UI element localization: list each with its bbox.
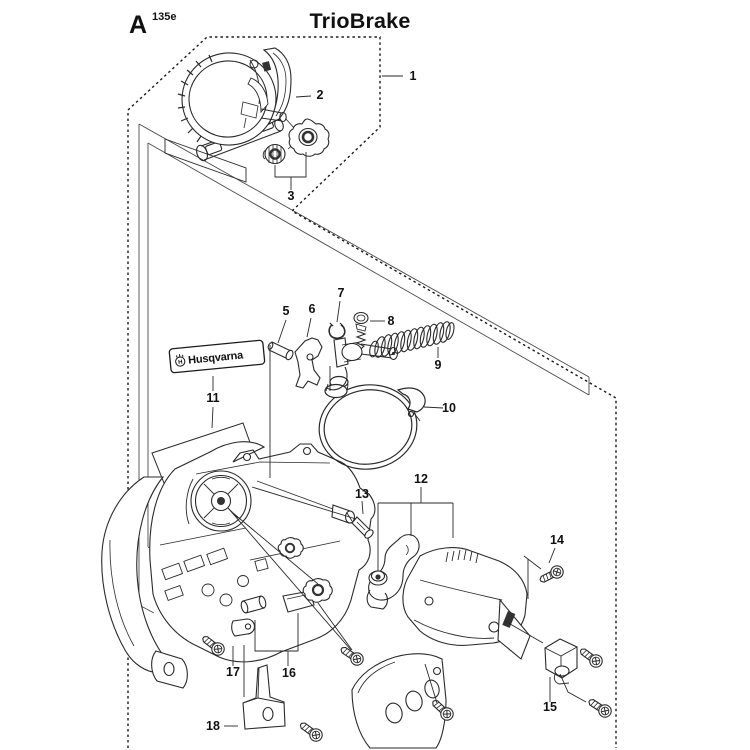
callout-10: 10 xyxy=(442,401,456,415)
section-letter: A xyxy=(128,11,148,39)
brand-decal-text: Husqvarna xyxy=(187,349,244,367)
callout-2: 2 xyxy=(316,88,324,102)
bar-nut-drawing-2 xyxy=(278,538,303,559)
bracket-18-drawing xyxy=(243,665,285,729)
chain-guard-plate-drawing xyxy=(352,654,446,748)
callout-17: 17 xyxy=(226,665,240,679)
screw-15a xyxy=(577,645,604,670)
crown-monogram: H xyxy=(177,359,183,366)
callout-5: 5 xyxy=(282,304,290,318)
bar-nut-drawing xyxy=(303,579,332,603)
screw-16 xyxy=(338,644,365,668)
latch-17-drawing xyxy=(232,619,255,636)
brand-decal-label xyxy=(169,340,265,373)
callout-14: 14 xyxy=(550,533,564,547)
callout-15: 15 xyxy=(543,700,557,714)
model-code: 135e xyxy=(152,11,177,23)
callout-9: 9 xyxy=(434,358,442,372)
screw-18 xyxy=(297,719,324,744)
callout-18: 18 xyxy=(206,719,220,733)
callout-1: 1 xyxy=(409,69,417,83)
screw-14 xyxy=(538,564,566,586)
callout-13: 13 xyxy=(355,487,369,501)
callout-6: 6 xyxy=(308,302,316,316)
callout-16: 16 xyxy=(282,666,296,680)
callout-8: 8 xyxy=(387,314,395,328)
callout-12: 12 xyxy=(414,472,428,486)
callout-7: 7 xyxy=(337,286,345,300)
page-title: TrioBrake xyxy=(309,9,411,33)
brake-cover-drawing xyxy=(352,517,530,659)
screw-15b xyxy=(586,696,613,720)
recoil-spring-drawing xyxy=(368,321,455,359)
callout-11: 11 xyxy=(206,391,220,405)
chainsaw-body-drawing xyxy=(102,442,375,688)
callout-3: 3 xyxy=(287,189,295,203)
